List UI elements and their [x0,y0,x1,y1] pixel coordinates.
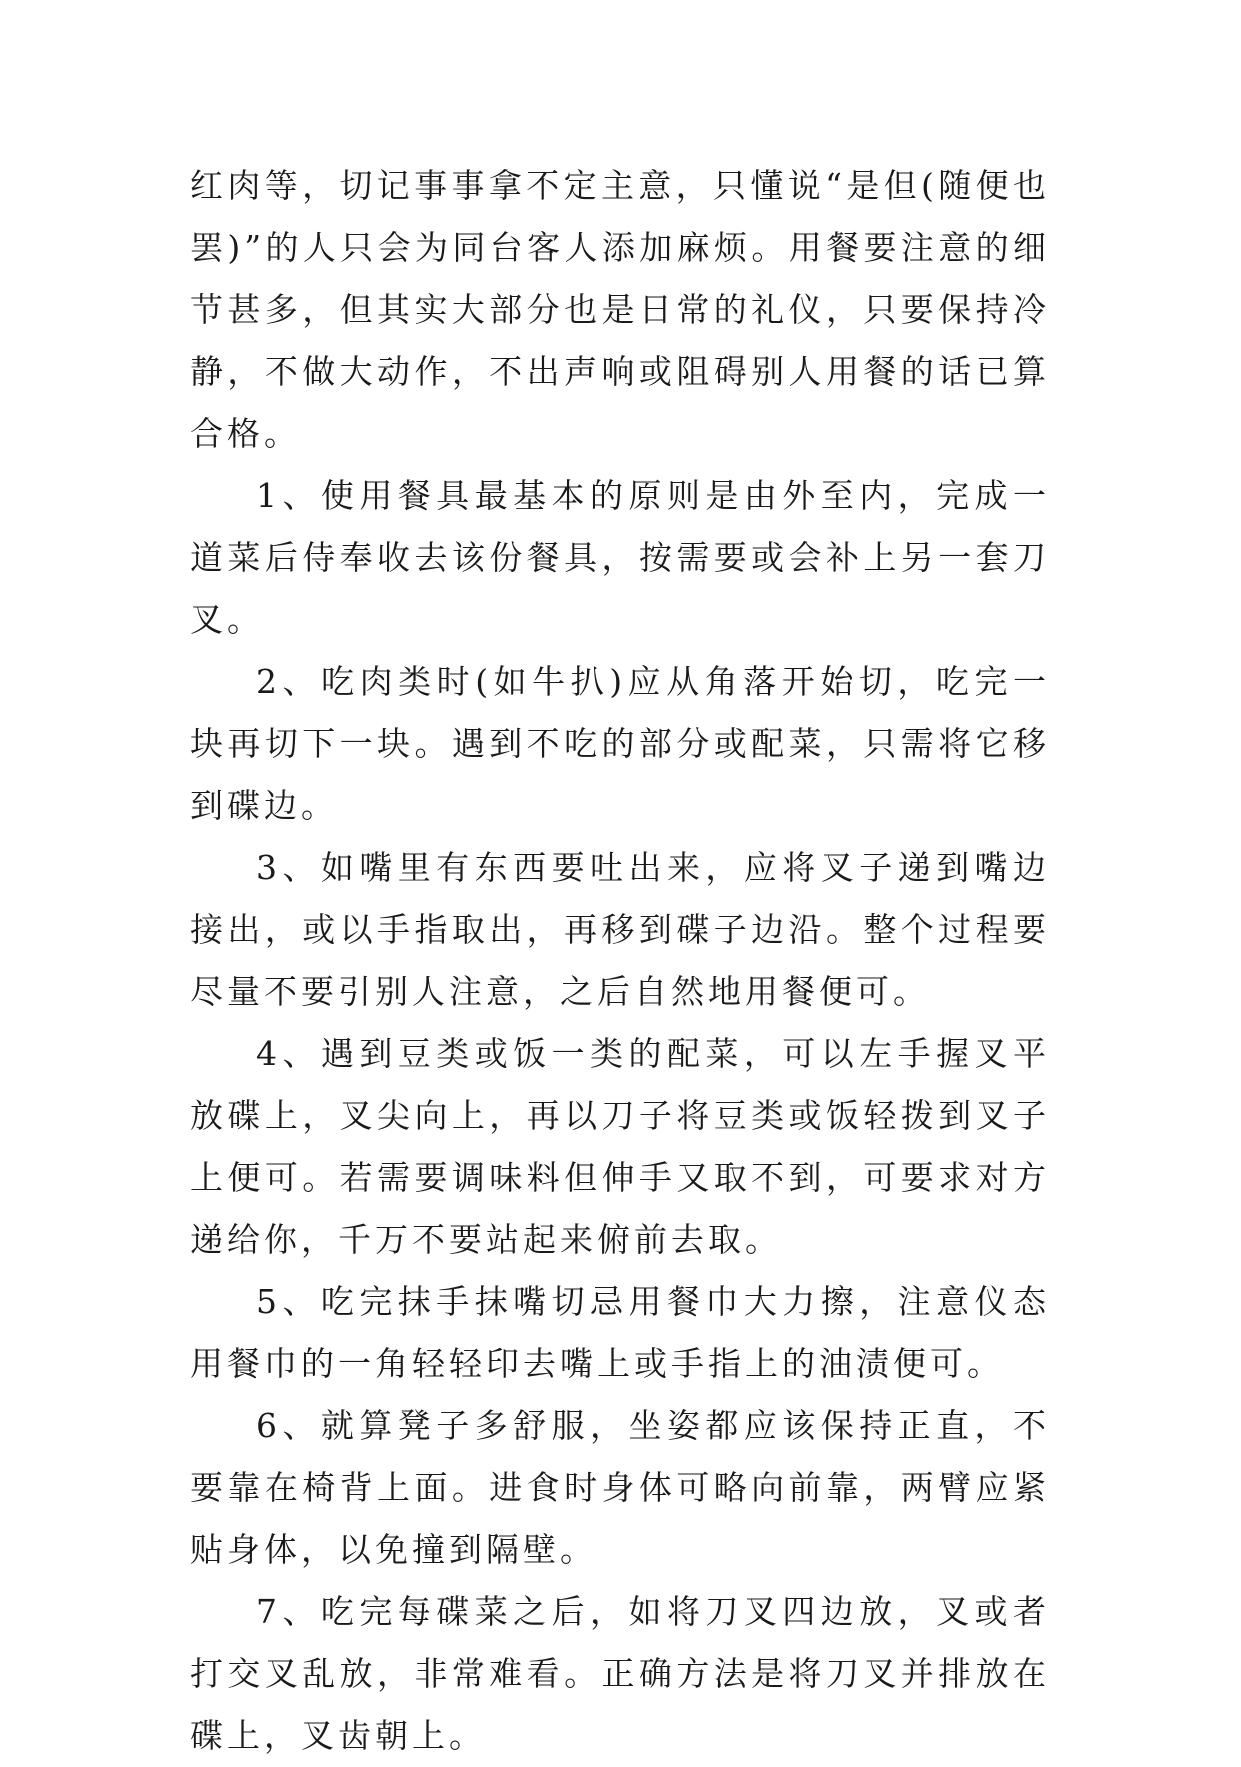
continuation-paragraph: 红肉等，切记事事拿不定主意，只懂说“是但(随便也罢)”的人只会为同台客人添加麻烦。用餐要注意的细节甚多，但其实大部分也是日常的礼仪，只要保持冷静，不做大动作，不出声响或阻碍别人用餐的话已算合格。 [190,166,1050,453]
document-page [190,155,1050,1767]
list-item-6: 6、就算凳子多舒服，坐姿都应该保持正直，不要靠在椅背上面。进食时身体可略向前靠，两臂应紧贴身体，以免撞到隔壁。 [190,1406,1050,1569]
list-item-1: 1、使用餐具最基本的原则是由外至内，完成一道菜后侍奉收去该份餐具，按需要或会补上另一套刀叉。 [190,476,1050,639]
list-item-7: 7、吃完每碟菜之后，如将刀叉四边放，叉或者打交叉乱放，非常难看。正确方法是将刀叉并排放在碟上，叉齿朝上。 [190,1592,1050,1755]
list-item-3: 3、如嘴里有东西要吐出来，应将叉子递到嘴边接出，或以手指取出，再移到碟子边沿。整个过程要尽量不要引别人注意，之后自然地用餐便可。 [190,848,1050,1011]
list-item-5: 5、吃完抹手抹嘴切忌用餐巾大力擦，注意仪态用餐巾的一角轻轻印去嘴上或手指上的油渍便可。 [190,1282,1050,1383]
list-item-4: 4、遇到豆类或饭一类的配菜，可以左手握叉平放碟上，叉尖向上，再以刀子将豆类或饭轻拨到叉子上便可。若需要调味料但伸手又取不到，可要求对方递给你，千万不要站起来俯前去取。 [190,1034,1050,1259]
list-item-2: 2、吃肉类时(如牛扒)应从角落开始切，吃完一块再切下一块。遇到不吃的部分或配菜，只需将它移到碟边。 [190,662,1050,825]
